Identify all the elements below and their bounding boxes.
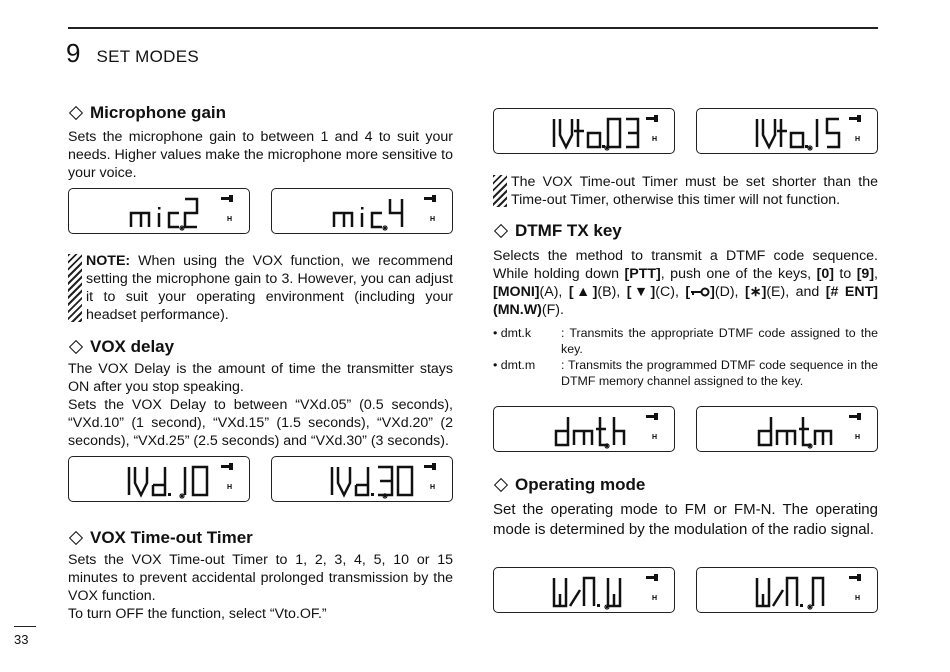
lcd-mic4: [271, 188, 453, 234]
note-text: NOTE: When using the VOX function, we recommend setting the microphone gain to 3. However, you can adjust it to suit your operating environment (including your headset performance).: [86, 253, 453, 323]
bullet-dmtm: • dmt.m : Transmits the programmed DTMF code sequence in the DTMF memory channel assigned to the key.: [493, 358, 878, 388]
lcd-mic4-graphic: [272, 189, 454, 235]
mic-gain-heading: Microphone gain: [68, 103, 226, 123]
chapter-number: 9: [66, 38, 81, 68]
timeout-note-text: The VOX Time-out Timer must be set shorter than the Time-out Timer, otherwise this timer will not function.: [511, 174, 878, 208]
lcd-dmtk-graphic: [494, 407, 676, 453]
lcd-vxd30: [271, 456, 453, 502]
lcd-vxd10-graphic: [69, 457, 251, 503]
lcd-dmtk: [493, 406, 675, 452]
chapter-header: [66, 38, 199, 69]
diamond-icon: [69, 531, 83, 545]
page-number: 33: [14, 632, 29, 647]
lcd-vto15-graphic: [697, 109, 879, 155]
lcd-vto03-graphic: [494, 109, 676, 155]
bullet-dmtk: • dmt.k : Transmits the appropriate DTMF code assigned to the key.: [493, 326, 878, 356]
svg-text:H: H: [652, 136, 658, 143]
svg-text:H: H: [652, 434, 658, 441]
vox-delay-body-1: The VOX Delay is the amount of time the transmitter stays ON after you stop speaking.: [68, 361, 453, 395]
operating-mode-heading: Operating mode: [493, 475, 645, 495]
vox-timeout-body-2: To turn OFF the function, select “Vto.OF.”: [68, 606, 327, 622]
svg-text:H: H: [430, 484, 436, 491]
note-stripes-icon: [68, 254, 82, 322]
lcd-vto03: [493, 108, 675, 154]
svg-text:H: H: [855, 434, 861, 441]
lcd-vto15: [696, 108, 878, 154]
lcd-wnn: [696, 567, 878, 613]
key-lock-icon: [690, 287, 710, 297]
lcd-wnw: [493, 567, 675, 613]
svg-text:H: H: [430, 216, 436, 223]
svg-text:H: H: [652, 595, 658, 602]
mic-gain-body: Sets the microphone gain to between 1 and 4 to suit your needs. Higher values make the microphone more sensitive to your voice.: [68, 129, 453, 181]
dtmf-heading: DTMF TX key: [493, 221, 622, 241]
diamond-icon: [69, 106, 83, 120]
lcd-wnw-graphic: [494, 568, 676, 614]
lcd-mic2-graphic: [69, 189, 251, 235]
chapter-title: SET MODES: [96, 47, 199, 66]
diamond-icon: [494, 224, 508, 238]
page-number-rule: [14, 626, 36, 627]
vox-delay-heading: VOX delay: [68, 337, 174, 357]
operating-mode-body: Set the operating mode to FM or FM-N. The operating mode is determined by the modulation of the radio signal.: [493, 501, 878, 538]
lcd-mic2: [68, 188, 250, 234]
lcd-vxd30-graphic: [272, 457, 454, 503]
lcd-dmtm-graphic: [697, 407, 879, 453]
diamond-icon: [69, 340, 83, 354]
svg-text:H: H: [855, 136, 861, 143]
svg-text:H: H: [855, 595, 861, 602]
svg-text:H: H: [227, 484, 233, 491]
vox-timeout-body-1: Sets the VOX Time-out Timer to 1, 2, 3, 4, 5, 10 or 15 minutes to prevent accidental prolonged transmission by the VOX function.: [68, 552, 453, 604]
dtmf-body: Selects the method to transmit a DTMF code sequence. While holding down [PTT], push one of the keys, [0] to [9], [MONI](A), [▲](B), [▼](C), [ ](D), [∗](E), and [# ENT] (MN.W)(F).: [493, 248, 878, 318]
top-rule: [68, 27, 878, 29]
vox-timeout-heading: VOX Time-out Timer: [68, 528, 253, 548]
lcd-vxd10: [68, 456, 250, 502]
lcd-dmtm: [696, 406, 878, 452]
vox-delay-body-2: Sets the VOX Delay to between “VXd.05” (0.5 seconds), “VXd.10” (1 second), “VXd.15” (1.5 seconds), “VXd.20” (2 seconds), “VXd.25” (2.5 seconds) and “VXd.30” (3 seconds).: [68, 397, 453, 449]
note-stripes-icon: [493, 175, 507, 207]
lcd-wnn-graphic: [697, 568, 879, 614]
svg-text:H: H: [227, 216, 233, 223]
diamond-icon: [494, 478, 508, 492]
